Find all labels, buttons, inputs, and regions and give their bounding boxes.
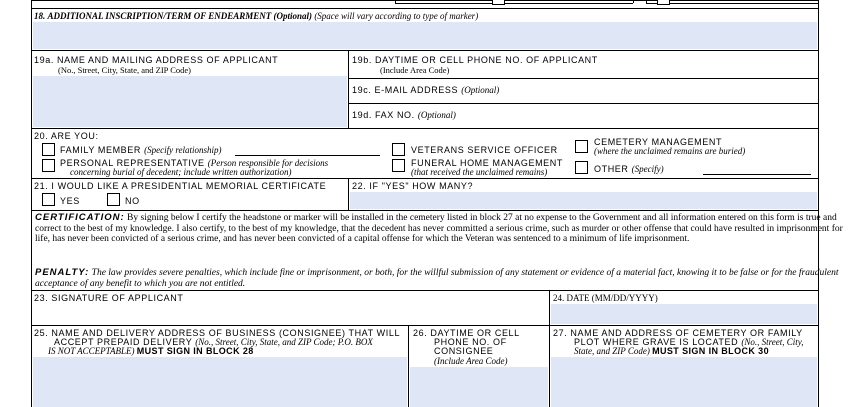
block18-top-line <box>31 8 818 9</box>
funeral-home-label: FUNERAL HOME MANAGEMENT <box>411 158 563 168</box>
top-partial-divider-c <box>646 0 647 3</box>
block19d-num: 19d. <box>352 110 372 120</box>
block27-num: 27. <box>553 328 568 338</box>
right-border-top <box>818 0 819 50</box>
block18-note: (Space will vary according to type of marker) <box>314 11 479 21</box>
block25-title: NAME AND DELIVERY ADDRESS OF BUSINESS (CONSIGNEE) THAT WILL <box>51 328 401 338</box>
block19b-num: 19b. <box>352 55 372 65</box>
certification-heading: CERTIFICATION: <box>35 212 125 223</box>
left-border <box>31 50 32 407</box>
block26-line2: PHONE NO. OF <box>434 337 507 347</box>
block25-num: 25. <box>34 328 49 338</box>
cemetery-management-checkbox[interactable] <box>575 140 588 153</box>
top-partial-checkbox[interactable] <box>492 0 505 5</box>
block21-divider <box>348 178 349 210</box>
funeral-home-checkbox[interactable] <box>392 159 405 172</box>
block24-divider <box>549 290 550 407</box>
block25-line3-sub: IS NOT ACCEPTABLE) <box>48 346 135 356</box>
block27-line1-text: NAME AND ADDRESS OF CEMETERY OR FAMILY <box>570 328 803 338</box>
row-line-78 <box>348 78 818 79</box>
block26-sub: (Include Area Code) <box>434 356 508 366</box>
block19c-label <box>352 85 499 95</box>
block21-label: 21. I WOULD LIKE A PRESIDENTIAL MEMORIAL CERTIFICATE <box>34 181 327 191</box>
block19b-sub: (Include Area Code) <box>380 65 450 75</box>
block19d-title: FAX NO. <box>375 110 415 120</box>
block18-label <box>34 11 478 21</box>
block27-line2-text: PLOT WHERE GRAVE IS LOCATED <box>574 337 739 347</box>
block25-line2-text: ACCEPT PREPAID DELIVERY <box>54 337 193 347</box>
top-partial-divider-b <box>633 0 634 3</box>
block19c-title: E-MAIL ADDRESS <box>374 85 459 95</box>
block26-num: 26. <box>413 328 428 338</box>
block19b-title: DAYTIME OR CELL PHONE NO. OF APPLICANT <box>375 55 598 65</box>
family-member-checkbox[interactable] <box>42 143 55 156</box>
cemetery-management-label: CEMETERY MANAGEMENT <box>594 137 723 147</box>
block19b-label <box>352 55 598 65</box>
family-member-text: FAMILY MEMBER <box>60 145 141 155</box>
vso-checkbox[interactable] <box>392 143 405 156</box>
row-line-103 <box>348 103 818 104</box>
block19a-label <box>34 55 278 65</box>
other-label <box>594 164 664 174</box>
top-partial-checkbox-2[interactable] <box>657 0 670 5</box>
personal-rep-sub2: concerning burial of decedent; include written authorization) <box>70 167 292 177</box>
block19a-title: NAME AND MAILING ADDRESS OF APPLICANT <box>57 55 279 65</box>
funeral-home-sub: (that received the unclaimed remains) <box>411 167 548 177</box>
top-border <box>31 0 818 1</box>
block19a-num: 19a. <box>34 55 54 65</box>
pmc-no-checkbox[interactable] <box>107 193 120 206</box>
block19d-sub: (Optional) <box>417 110 456 120</box>
relationship-line[interactable] <box>235 155 380 156</box>
row-line-325 <box>31 325 818 326</box>
row-line-50 <box>31 50 818 51</box>
block19-divider <box>348 50 349 128</box>
consignee-address-field[interactable] <box>33 357 407 407</box>
block26-line1-text: DAYTIME OR CELL <box>430 328 520 338</box>
block26-divider <box>408 325 409 407</box>
personal-rep-sub1: (Person responsible for decisions <box>207 158 329 168</box>
penalty-heading: PENALTY: <box>35 267 90 278</box>
top-partial-divider-a <box>395 0 396 3</box>
block19c-sub: (Optional) <box>461 85 500 95</box>
vso-label: VETERANS SERVICE OFFICER <box>411 145 558 155</box>
block25-line3 <box>48 346 254 356</box>
personal-representative-checkbox[interactable] <box>42 159 55 172</box>
block27-line3 <box>574 346 769 356</box>
block22-label: 22. IF "YES" HOW MANY? <box>352 181 474 191</box>
certification-paragraph <box>35 213 843 245</box>
block26-line3: CONSIGNEE <box>434 346 494 356</box>
block18-title: ADDITIONAL INSCRIPTION/TERM OF ENDEARMENT <box>47 11 272 21</box>
certification-text: By signing below I certify the headstone or marker will be installed in the cemetery listed in block 27 at no expense to the Government and all information entered on this form is true and correct to the best of my knowledge. I also certify, to the best of my knowledge, that the decedent has never committed a serious crime, such as murder or other offense that could have resulted in imprisonment for life, has never been convicted of a serious crime, and has never been convicted of a capital offense for which the Veteran was sentenced to a minimum of life imprisonment. <box>35 213 843 245</box>
consignee-phone-field[interactable] <box>410 367 548 407</box>
row-line-290 <box>31 290 818 291</box>
other-checkbox[interactable] <box>575 161 588 174</box>
block19c-num: 19c. <box>352 85 372 95</box>
block18-optional: (Optional) <box>273 11 313 21</box>
personal-rep-text: PERSONAL REPRESENTATIVE <box>60 158 205 168</box>
top-partial-field <box>395 3 633 4</box>
block19d-label <box>352 110 456 120</box>
block20-label: 20. ARE YOU: <box>34 131 99 141</box>
other-text: OTHER <box>594 164 629 174</box>
penalty-text: The law provides severe penalties, which include fine or imprisonment, or both, for the willful submission of any statement or evidence of a material fact, knowing it to be false or for the fraudulent acceptance of any benefit to which you are not entitled. <box>35 268 839 289</box>
block23-label: 23. SIGNATURE OF APPLICANT <box>34 293 184 303</box>
block25-must: MUST SIGN IN BLOCK 28 <box>136 346 254 356</box>
pmc-no-label: NO <box>125 196 140 206</box>
cemetery-address-field[interactable] <box>551 357 817 407</box>
cemetery-management-sub: (where the unclaimed remains are buried) <box>594 146 746 156</box>
block19a-sub: (No., Street, City, State, and ZIP Code) <box>58 65 191 75</box>
top-partial-field-2 <box>646 3 818 4</box>
row-line-210 <box>31 210 818 211</box>
family-member-sub: (Specify relationship) <box>144 145 222 155</box>
applicant-address-field[interactable] <box>33 76 347 127</box>
block27-line3-sub: State, and ZIP Code) <box>574 346 650 356</box>
how-many-field[interactable] <box>350 192 817 209</box>
block27-must: MUST SIGN IN BLOCK 30 <box>652 346 769 356</box>
row-line-178 <box>31 178 818 179</box>
pmc-yes-label: YES <box>60 196 80 206</box>
penalty-paragraph <box>35 268 843 289</box>
block24-label: 24. DATE (MM/DD/YYYY) <box>553 293 658 303</box>
family-member-label <box>60 145 222 155</box>
row-line-128 <box>31 128 818 129</box>
other-sub: (Specify) <box>631 164 664 174</box>
block18-num: 18. <box>34 11 46 21</box>
pmc-yes-checkbox[interactable] <box>42 193 55 206</box>
date-field[interactable] <box>551 304 817 324</box>
block25-line2-sub: (No., Street, City, State, and ZIP Code; P.O. BOX <box>195 337 373 347</box>
additional-inscription-field[interactable] <box>33 22 817 49</box>
other-specify-line[interactable] <box>703 174 811 175</box>
block27-line2-sub: (No., Street, City, <box>741 337 804 347</box>
